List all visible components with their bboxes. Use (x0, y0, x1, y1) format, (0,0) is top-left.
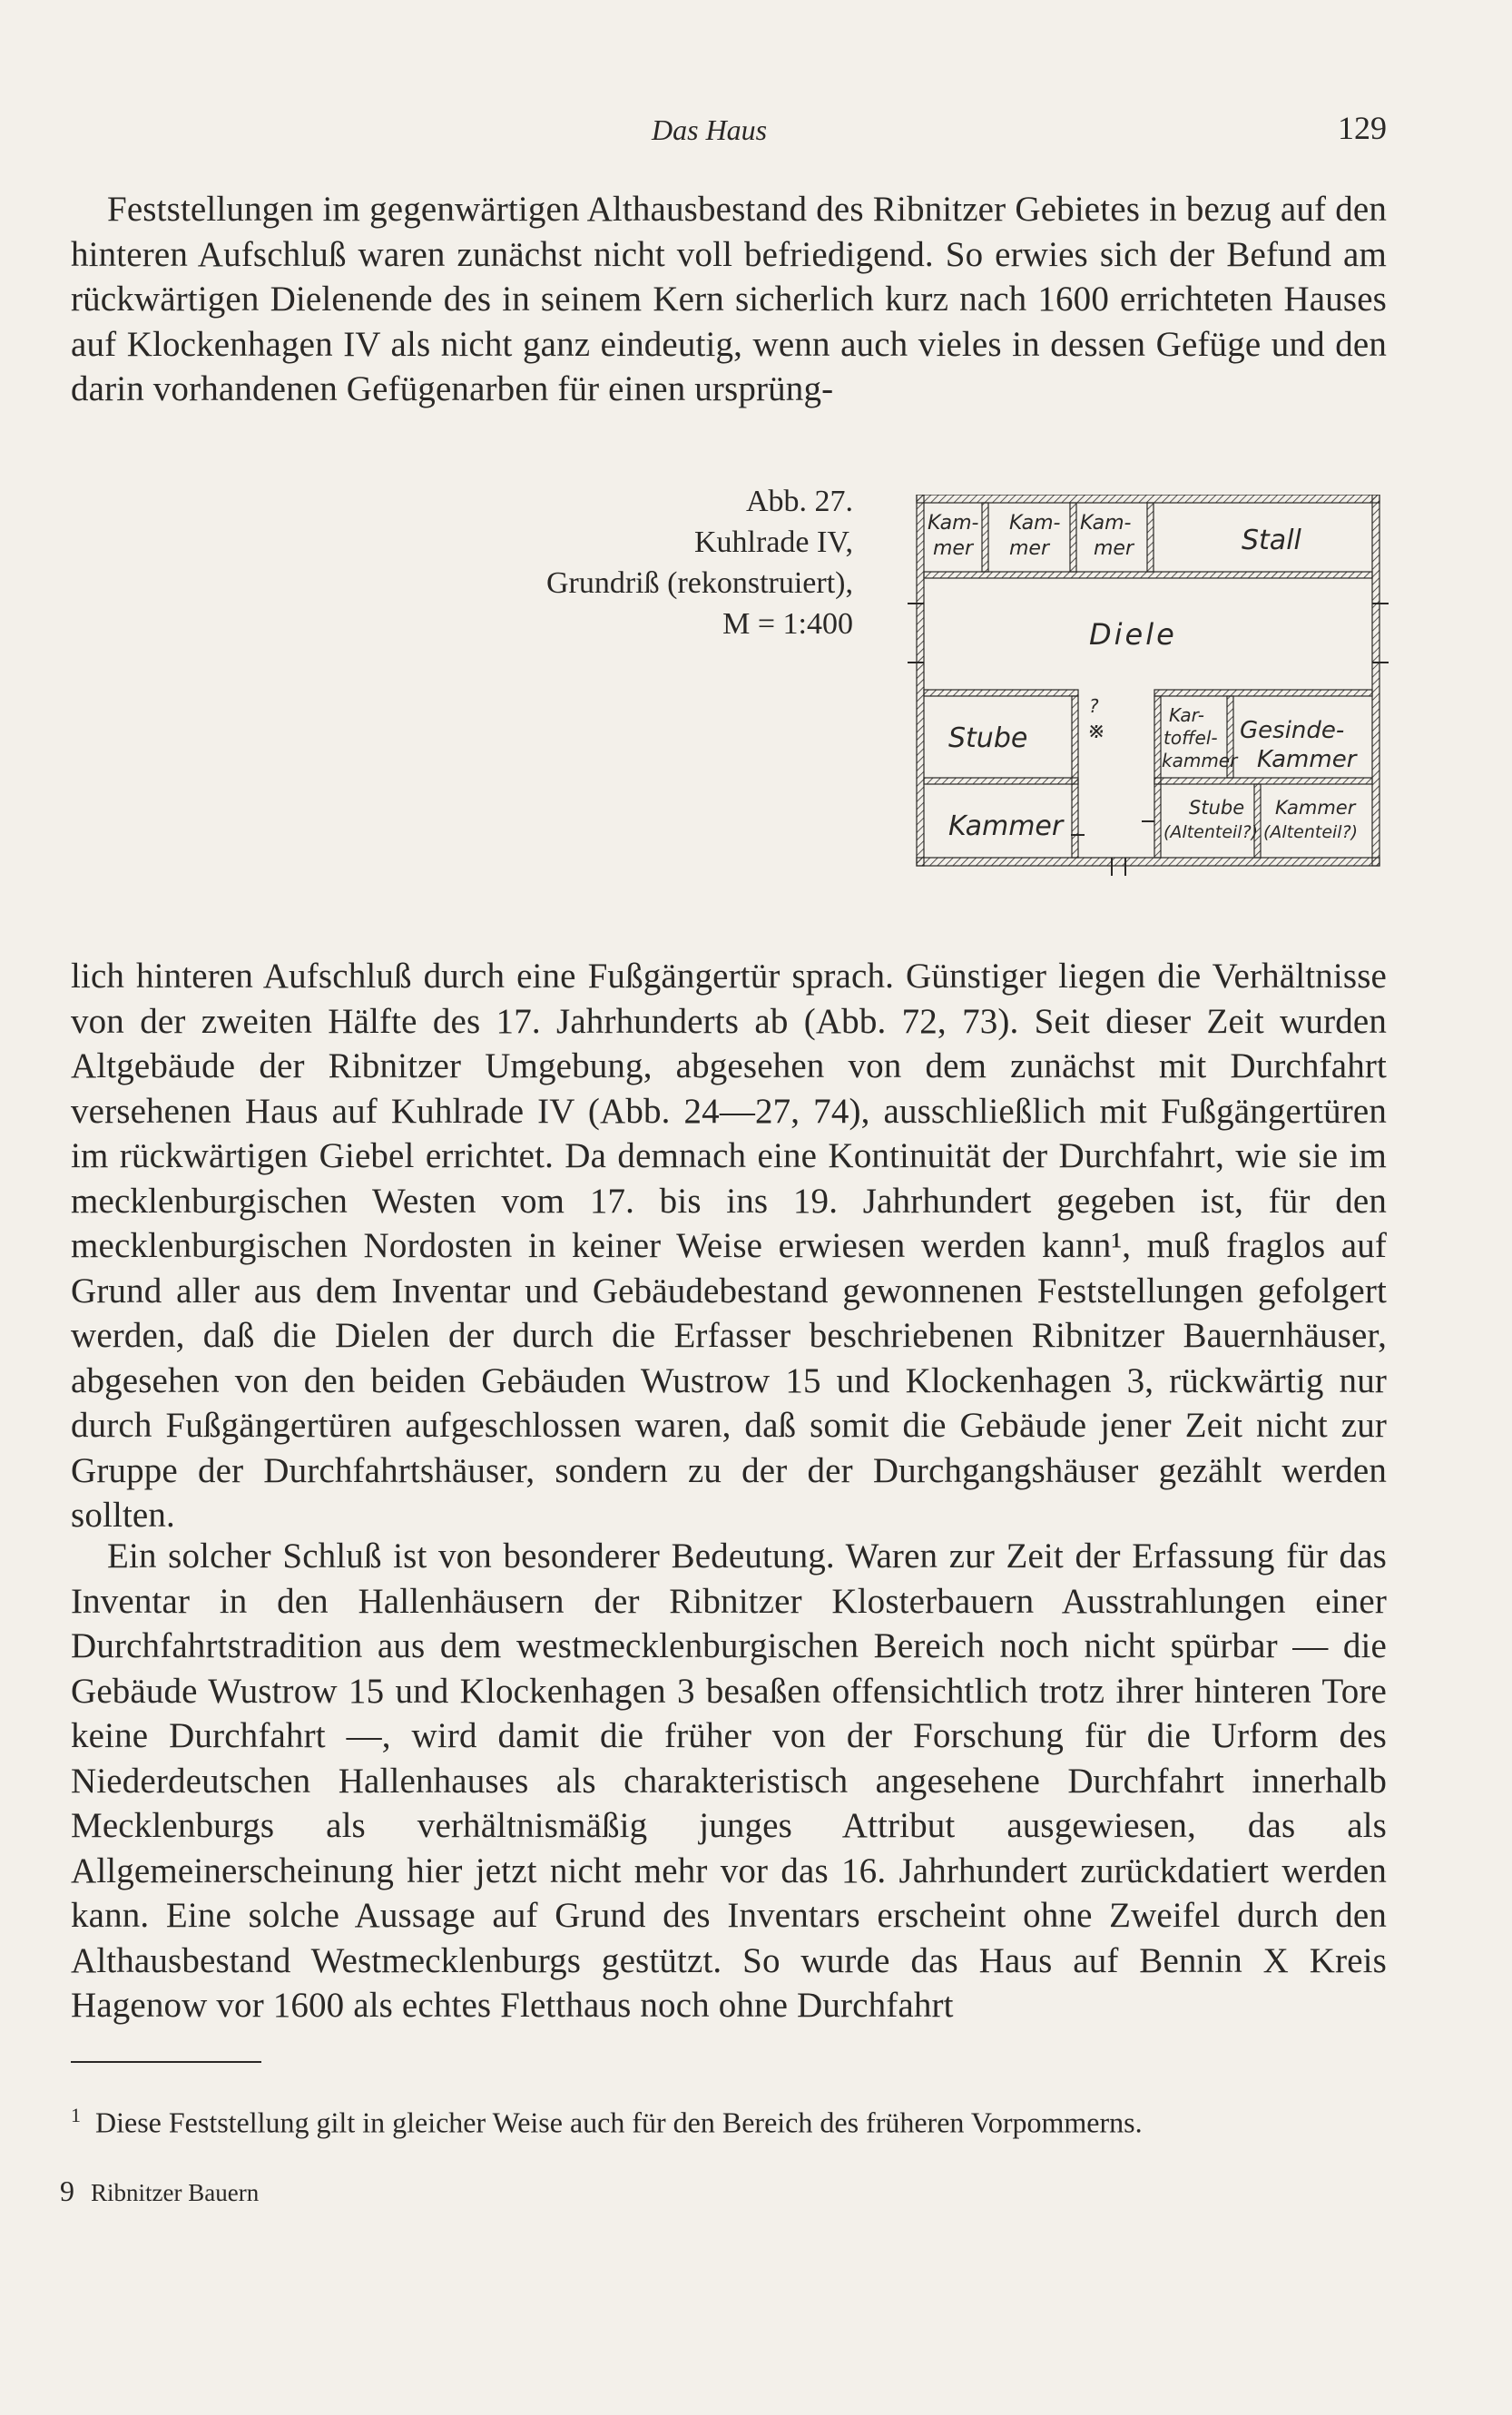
paragraph-3: Ein solcher Schluß ist von besonderer Bedeutung. Waren zur Zeit der Erfassung für das Inventar in den Hallenhäusern der Ribnitzer Klosterbauern Ausstrahlungen einer Durchfahrtstradition aus dem westmecklenburgischen Bereich noch nicht spürbar — die Gebäude Wustrow 15 und Klockenhagen 3 besaßen offensichtlich trotz ihrer hinteren Tore keine Durchfahrt —, wird damit die früher von der Forschung für die Urform des Niederdeutschen Hallenhauses als charakteristisch angesehene Durchfahrt innerhalb Mecklenburgs als verhältnismäßig junges Attribut ausgewiesen, das als Allgemeinerscheinung hier jetzt nicht mehr vor das 16. Jahrhundert zurückdatiert werden kann. Eine solche Aussage auf Grund des Inventars erscheint ohne Zweifel durch den Althausbestand Westmecklenburgs gestützt. So wurde das Haus auf Bennin X Kreis Hagenow vor 1600 als echtes Fletthaus noch ohne Durchfahrt (71, 1536, 1387, 2025)
paragraph-2: lich hinteren Aufschluß durch eine Fußgängertür sprach. Günstiger liegen die Verhältnisse von der zweiten Hälfte des 17. Jahrhunderts ab (Abb. 72, 73). Seit dieser Zeit wurden Altgebäude der Ribnitzer Umgebung, abgesehen von dem zunächst mit Durchfahrt versehenen Haus auf Kuhlrade IV (Abb. 24—27, 74), ausschließlich mit Fußgängertüren im rückwärtigen Giebel errichtet. Da demnach eine Kontinuität der Durchfahrt, wie sie im mecklenburgischen Westen vom 17. bis ins 19. Jahrhundert gegeben ist, für den mecklenburgischen Nordosten in keiner Weise erwiesen werden kann¹, muß fraglos auf Grund aller aus dem Inventar und Gebäudebestand gewonnenen Feststellungen gefolgert werden, daß die Dielen der durch die Erfasser beschriebenen Ribnitzer Bauernhäuser, abgesehen von den beiden Gebäuden Wustrow 15 und Klockenhagen 3, rückwärtig nur durch Fußgängertüren aufgeschlossen waren, daß somit die Gebäude jener Zeit nicht zur Gruppe der Durchfahrtshäuser, sondern zu der der Durchgangshäuser gezählt werden sollten. (71, 957, 1387, 1535)
room-label: mer (933, 537, 974, 560)
room-label: (Altenteil?) (1163, 822, 1259, 842)
footnote-marker: 1 (71, 2104, 81, 2126)
room-label: Stube (1189, 797, 1245, 819)
plan-labels (928, 512, 1359, 842)
room-label: Kammer (1275, 797, 1356, 819)
figure-caption (427, 481, 853, 644)
room-label: Kam- (1080, 512, 1132, 535)
room-label: toffel- (1163, 727, 1218, 749)
room-label: Diele (1089, 617, 1177, 652)
room-label: (Altenteil?) (1263, 822, 1359, 842)
room-label: Kam- (1009, 512, 1061, 535)
signature-text: Ribnitzer Bauern (91, 2179, 260, 2206)
footnote-text: Diese Feststellung gilt in gleicher Weise auch für den Bereich des früheren Vorpommerns. (95, 2106, 1143, 2139)
room-label: Kammer (948, 810, 1064, 842)
cross-mark: ※ (1087, 718, 1106, 743)
signature-line (60, 2174, 259, 2208)
caption-line-4: M = 1:400 (722, 607, 853, 641)
caption-line-2: Kuhlrade IV, (694, 525, 853, 559)
paragraph-1: Feststellungen im gegenwärtigen Althausbestand des Ribnitzer Gebietes in bezug auf den hinteren Aufschluß waren zunächst nicht voll befriedigend. So erwies sich der Befund am rückwärtigen Dielenende des in seinem Kern sicherlich kurz nach 1600 errichteten Hauses auf Klockenhagen IV als nicht ganz eindeutig, wenn auch vieles in dessen Gefüge und den darin vorhandenen Gefügenarben für einen ursprüng- (71, 190, 1387, 408)
running-header-title: Das Haus (652, 113, 768, 146)
room-label: Kar- (1169, 704, 1205, 726)
floor-plan (908, 495, 1398, 885)
room-label: Gesinde- (1240, 717, 1345, 744)
signature-number: 9 (60, 2174, 74, 2207)
room-label: Kam- (928, 512, 979, 535)
room-label: ? (1089, 695, 1099, 717)
caption-line-1: Abb. 27. (745, 485, 853, 518)
room-label: mer (1094, 537, 1134, 560)
page-number: 129 (1338, 110, 1387, 146)
room-label: Stall (1242, 525, 1301, 556)
footnote (71, 2104, 1387, 2140)
room-label: Kammer (1257, 746, 1357, 773)
footnote-divider (71, 2061, 261, 2063)
room-label: Stube (948, 722, 1028, 754)
caption-line-3: Grundriß (rekonstruiert), (545, 566, 853, 600)
room-label: kammer (1162, 750, 1238, 771)
room-label: mer (1009, 537, 1050, 560)
